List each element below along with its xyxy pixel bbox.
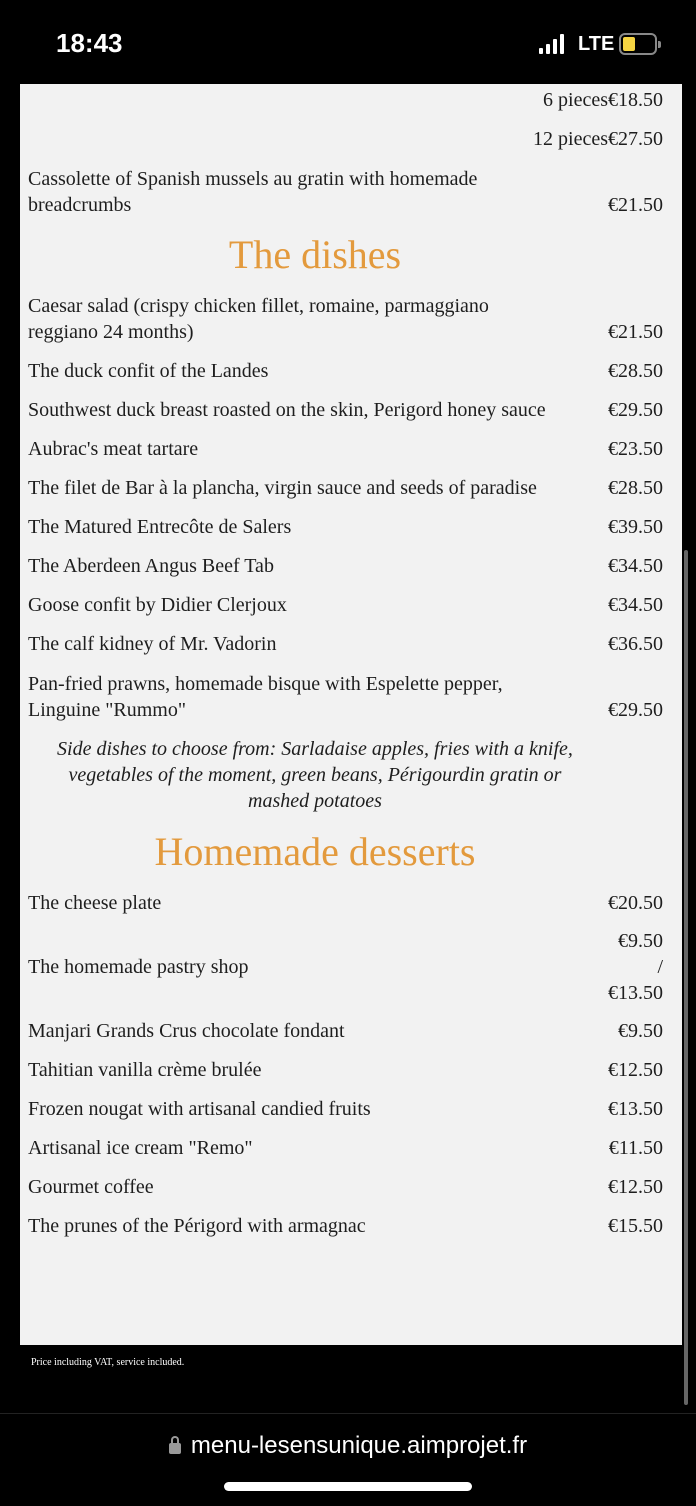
item-price: €12.50 xyxy=(608,1059,663,1081)
item-price: €28.50 xyxy=(608,477,663,499)
item-price: €13.50 xyxy=(608,982,663,1004)
item-name: breadcrumbs xyxy=(28,194,132,216)
item-price: €34.50 xyxy=(608,555,663,577)
item-name: Pan-fried prawns, homemade bisque with Espelette pepper, xyxy=(28,673,503,695)
menu-panel xyxy=(20,84,682,1345)
item-name: Gourmet coffee xyxy=(28,1176,154,1198)
signal-icon xyxy=(539,34,564,54)
item-name: Manjari Grands Crus chocolate fondant xyxy=(28,1020,345,1042)
lock-icon xyxy=(169,1443,181,1454)
section-title-desserts: Homemade desserts xyxy=(154,829,476,874)
item-price: €28.50 xyxy=(608,360,663,382)
item-name: Artisanal ice cream "Remo" xyxy=(28,1137,253,1159)
item-price: €29.50 xyxy=(608,699,663,721)
item-price: €15.50 xyxy=(608,1215,663,1237)
address-bar[interactable] xyxy=(0,1432,696,1460)
divider xyxy=(0,1413,696,1414)
status-bar xyxy=(0,0,696,84)
item-price: €21.50 xyxy=(608,194,663,216)
item-price: €36.50 xyxy=(608,633,663,655)
item-name: Cassolette of Spanish mussels au gratin with homemade xyxy=(28,168,478,190)
item-name: The duck confit of the Landes xyxy=(28,360,269,382)
battery-icon xyxy=(619,33,657,55)
item-price: €9.50 xyxy=(618,1020,663,1042)
variant-row: 6 pieces€18.50 xyxy=(543,89,663,111)
item-price: €12.50 xyxy=(608,1176,663,1198)
item-price: €39.50 xyxy=(608,516,663,538)
item-price: €9.50 xyxy=(618,930,663,952)
item-name: Goose confit by Didier Clerjoux xyxy=(28,594,287,616)
item-name: Frozen nougat with artisanal candied fruits xyxy=(28,1098,371,1120)
item-price: €29.50 xyxy=(608,399,663,421)
variant-row: 12 pieces€27.50 xyxy=(533,128,663,150)
url-text: menu-lesensunique.aimprojet.fr xyxy=(190,1432,528,1459)
item-name: Aubrac's meat tartare xyxy=(28,438,199,460)
item-price: €11.50 xyxy=(608,1137,663,1159)
network-label: LTE xyxy=(578,33,615,55)
item-name: The filet de Bar à la plancha, virgin sauce and seeds of paradise xyxy=(28,477,537,499)
item-name: The homemade pastry shop xyxy=(28,956,249,978)
vat-note: Price including VAT, service included. xyxy=(31,1357,185,1368)
item-price: €23.50 xyxy=(608,438,663,460)
section-title-dishes: The dishes xyxy=(228,232,402,277)
item-name: The Aberdeen Angus Beef Tab xyxy=(28,555,274,577)
item-name: Linguine "Rummo" xyxy=(28,699,186,721)
scrollbar[interactable] xyxy=(684,550,688,1405)
item-name: reggiano 24 months) xyxy=(28,321,194,343)
clock: 18:43 xyxy=(56,28,123,58)
item-price: / xyxy=(657,956,663,978)
item-price: €20.50 xyxy=(608,892,663,914)
side-dishes-note: Side dishes to choose from: Sarladaise apples, fries with a knife, vegetables of the moment, green beans, Périgourdin gratin or mashed potatoes xyxy=(57,738,573,812)
item-name: The cheese plate xyxy=(28,892,162,914)
item-name: The calf kidney of Mr. Vadorin xyxy=(28,633,277,655)
item-name: Caesar salad (crispy chicken fillet, romaine, parmaggiano xyxy=(28,295,489,317)
item-name: Southwest duck breast roasted on the skin, Perigord honey sauce xyxy=(28,399,546,421)
item-name: The Matured Entrecôte de Salers xyxy=(28,516,292,538)
item-name: Tahitian vanilla crème brulée xyxy=(28,1059,262,1081)
item-price: €13.50 xyxy=(608,1098,663,1120)
item-price: €34.50 xyxy=(608,594,663,616)
item-name: The prunes of the Périgord with armagnac xyxy=(28,1215,366,1237)
home-indicator[interactable] xyxy=(224,1482,472,1491)
item-price: €21.50 xyxy=(608,321,663,343)
